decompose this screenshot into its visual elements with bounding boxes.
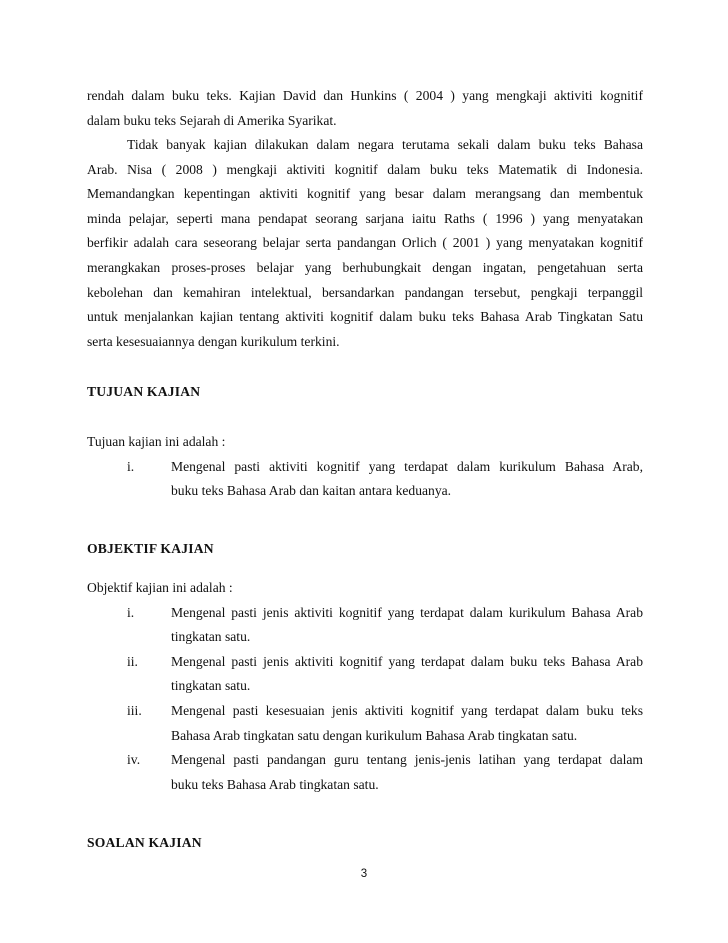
section-heading-tujuan: TUJUAN KAJIAN [87,384,201,399]
list-item-line: Mengenal pasti jenis aktiviti kognitif yang terdapat dalam kurikulum Bahasa Arab [171,604,643,620]
paragraph-line: serta kesesuaiannya dengan kurikulum terkini. [87,333,340,349]
objektif-intro: Objektif kajian ini adalah : [87,580,233,595]
list-item-line: Mengenal pasti kesesuaian jenis aktiviti kognitif yang terdapat dalam buku teks [171,702,643,718]
list-number: iv. [127,752,141,768]
list-item [87,601,643,650]
list-item-line: buku teks Bahasa Arab dan kaitan antara keduanya. [171,483,452,499]
paragraph-line: dalam buku teks Sejarah di Amerika Syarikat. [87,112,337,128]
list-item [87,455,643,504]
list-item-line: tingkatan satu. [171,629,251,645]
paragraph-line: berfikir adalah cara seseorang belajar serta pandangan Orlich ( 2001 ) yang menyatakan kognitif [87,235,643,251]
paragraph-line: untuk menjalankan kajian tentang aktiviti kognitif dalam buku teks Bahasa Arab Tingkatan Satu [87,309,643,325]
list-number: i. [127,604,135,620]
tujuan-list [87,430,643,504]
list-number: iii. [127,702,142,718]
paragraph-line: minda pelajar, seperti mana pendapat seorang sarjana iaitu Raths ( 1996 ) yang menyatakan [87,210,643,226]
tujuan-intro: Tujuan kajian ini adalah : [87,434,226,449]
paragraph-line: merangkakan proses-proses belajar yang berhubungkait dengan ingatan, pengetahuan serta [87,259,643,275]
list-item-line: Mengenal pasti jenis aktiviti kognitif yang terdapat dalam buku teks Bahasa Arab [171,653,643,669]
list-item [87,699,643,748]
list-item [87,748,643,797]
paragraph-1 [87,84,643,133]
section-heading-objektif: OBJEKTIF KAJIAN [87,541,214,556]
page-number: 3 [360,868,368,880]
list-item [87,650,643,699]
paragraph-2 [87,133,643,354]
paragraph-line: Memandangkan kepentingan aktiviti kognitif yang besar dalam merangsang dan membentuk [87,186,643,202]
list-item-line: buku teks Bahasa Arab tingkatan satu. [171,776,379,792]
list-item-line: tingkatan satu. [171,678,251,694]
paragraph-line: Tidak banyak kajian dilakukan dalam negara terutama sekali dalam buku teks Bahasa [127,137,643,152]
section-heading-soalan: SOALAN KAJIAN [87,835,202,850]
list-item-line: Bahasa Arab tingkatan satu dengan kurikulum Bahasa Arab tingkatan satu. [171,727,578,743]
list-number: i. [127,458,135,474]
paragraph-line: rendah dalam buku teks. Kajian David dan Hunkins ( 2004 ) yang mengkaji aktiviti kognitif [87,88,643,103]
list-item-line: Mengenal pasti pandangan guru tentang jenis-jenis latihan yang terdapat dalam [171,752,643,768]
list-item-line: Mengenal pasti aktiviti kognitif yang terdapat dalam kurikulum Bahasa Arab, [171,458,643,474]
objektif-list [87,576,643,797]
paragraph-line: kebolehan dan kemahiran intelektual, bersandarkan pandangan tersebut, pengkaji terpanggil [87,284,643,300]
paragraph-line: Arab. Nisa ( 2008 ) mengkaji aktiviti kognitif dalam buku teks Matematik di Indonesia. [87,161,643,177]
list-number: ii. [127,653,138,669]
